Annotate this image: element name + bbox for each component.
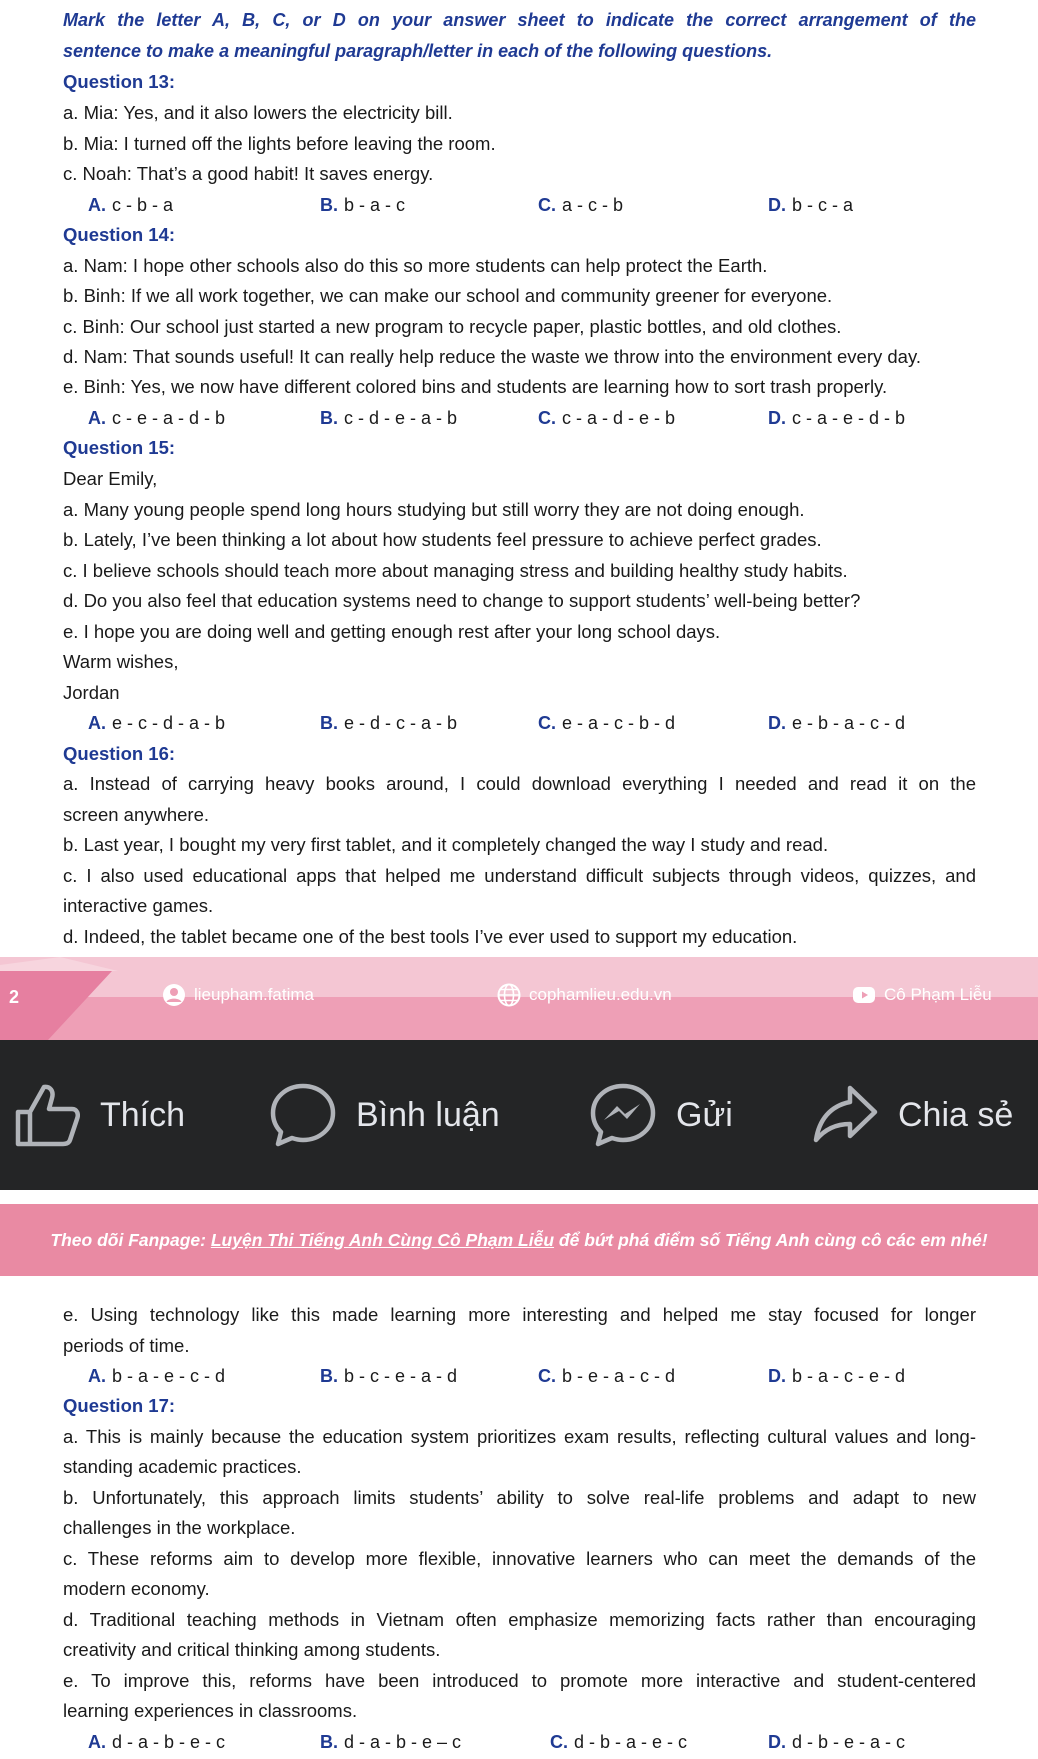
q13-sentence-a: a. Mia: Yes, and it also lowers the electricity bill. [63,102,453,123]
q17-option-a[interactable]: A. d - a - b - e - c [88,1732,226,1752]
q17-sentence-b-line2: challenges in the workplace. [63,1517,296,1538]
q13-sentence-b: b. Mia: I turned off the lights before leaving the room. [63,133,496,154]
q17-option-b[interactable]: B. d - a - b - e – c [320,1732,462,1752]
q14-sentence-e: e. Binh: Yes, we now have different colored bins and students are learning how to sort trash properly. [63,376,888,397]
footer-author: lieupham.fatima [162,983,314,1007]
q17-sentence-d-line2: creativity and critical thinking among students. [63,1639,441,1660]
page-footer-band [0,957,1038,1040]
q15-sentence-b: b. Lately, I’ve been thinking a lot about how students feel pressure to achieve perfect grades. [63,529,822,550]
question-17-heading: Question 17: [63,1395,176,1416]
instruction-line-2: sentence to make a meaningful paragraph/letter in each of the following questions. [63,41,773,61]
q17-sentence-e-line1: e. To improve this, reforms have been introduced to promote more interactive and student-centered [63,1670,976,1691]
q16-sentence-a-line2: screen anywhere. [63,804,210,825]
q17-sentence-e-line2: learning experiences in classrooms. [63,1700,358,1721]
q15-option-a[interactable]: A. e - c - d - a - b [88,713,226,733]
q13-option-c[interactable]: C. a - c - b [538,195,624,215]
q15-sentence-d: d. Do you also feel that education systems need to change to support students’ well-being better? [63,590,861,611]
footer-channel[interactable]: Cô Phạm Liễu [852,983,992,1007]
q13-option-d[interactable]: D. b - c - a [768,195,854,215]
send-button[interactable]: Gửi [590,1082,733,1148]
q16-option-a[interactable]: A. b - a - e - c - d [88,1366,226,1386]
q16-sentence-d: d. Indeed, the tablet became one of the best tools I’ve ever used to support my education. [63,926,798,947]
q17-sentence-a-line2: standing academic practices. [63,1456,302,1477]
q14-sentence-d: d. Nam: That sounds useful! It can really help reduce the waste we throw into the environment every day. [63,346,921,367]
q17-sentence-c-line1: c. These reforms aim to develop more flexible, innovative learners who can meet the demands of the [63,1548,976,1569]
q15-sentence-e: e. I hope you are doing well and getting enough rest after your long school days. [63,621,721,642]
q14-option-b[interactable]: B. c - d - e - a - b [320,408,458,428]
q16-sentence-c-line1: c. I also used educational apps that helped me understand difficult subjects through videos, quizzes, and [63,865,976,886]
q16-sentence-e-line2: periods of time. [63,1335,190,1356]
question-15-heading: Question 15: [63,437,176,458]
q17-sentence-b-line1: b. Unfortunately, this approach limits students’ ability to solve real-life problems and adapt to new [63,1487,976,1508]
q14-sentence-c: c. Binh: Our school just started a new program to recycle paper, plastic bottles, and old clothes. [63,316,842,337]
q15-option-c[interactable]: C. e - a - c - b - d [538,713,676,733]
q16-sentence-b: b. Last year, I bought my very first tablet, and it completely changed the way I study and read. [63,834,829,855]
q16-option-b[interactable]: B. b - c - e - a - d [320,1366,458,1386]
q13-option-a[interactable]: A. c - b - a [88,195,174,215]
fanpage-promo-banner: Theo dõi Fanpage: Luyện Thi Tiếng Anh Cùng Cô Phạm Liễu để bứt phá điểm số Tiếng Anh cùng cô các em nhé! [0,1204,1038,1276]
q16-option-d[interactable]: D. b - a - c - e - d [768,1366,906,1386]
q13-sentence-c: c. Noah: That’s a good habit! It saves energy. [63,163,434,184]
share-button[interactable]: Chia sẻ [812,1082,1013,1148]
q14-sentence-b: b. Binh: If we all work together, we can make our school and community greener for everyone. [63,285,833,306]
footer-website[interactable]: cophamlieu.edu.vn [497,983,672,1007]
q14-sentence-a: a. Nam: I hope other schools also do this so more students can help protect the Earth. [63,255,768,276]
globe-icon [497,983,521,1007]
q16-option-c[interactable]: C. b - e - a - c - d [538,1366,676,1386]
q17-sentence-a-line1: a. This is mainly because the education system prioritizes exam results, reflecting cultural values and long- [63,1426,976,1447]
q15-closing: Warm wishes, [63,651,179,672]
social-action-bar [0,1040,1038,1190]
user-icon [162,983,186,1007]
instruction-line-1: Mark the letter A, B, C, or D on your answer sheet to indicate the correct arrangement of the [63,10,976,30]
q16-sentence-c-line2: interactive games. [63,895,214,916]
q17-sentence-c-line2: modern economy. [63,1578,210,1599]
q15-option-d[interactable]: D. e - b - a - c - d [768,713,906,733]
q15-greeting: Dear Emily, [63,468,158,489]
q15-option-b[interactable]: B. e - d - c - a - b [320,713,458,733]
question-16-heading: Question 16: [63,743,176,764]
q14-option-c[interactable]: C. c - a - d - e - b [538,408,676,428]
question-14-heading: Question 14: [63,224,176,245]
q13-option-b[interactable]: B. b - a - c [320,195,406,215]
page-number: 2 [9,987,20,1007]
q15-sentence-c: c. I believe schools should teach more about managing stress and building healthy study habits. [63,560,848,581]
comment-bubble-icon [270,1082,336,1148]
thumbs-up-icon [14,1082,80,1148]
q15-sentence-a: a. Many young people spend long hours studying but still worry they are not doing enough. [63,499,805,520]
like-button[interactable]: Thích [14,1082,185,1148]
comment-button[interactable]: Bình luận [270,1082,500,1148]
youtube-icon [852,983,876,1007]
messenger-icon [590,1082,656,1148]
q15-signature: Jordan [63,682,120,703]
q16-sentence-a-line1: a. Instead of carrying heavy books around, I could download everything I needed and read it on the [63,773,976,794]
share-arrow-icon [812,1082,878,1148]
q17-option-d[interactable]: D. d - b - e - a - c [768,1732,906,1752]
question-13-heading: Question 13: [63,71,176,92]
q14-option-d[interactable]: D. c - a - e - d - b [768,408,906,428]
q16-sentence-e-line1: e. Using technology like this made learning more interesting and helped me stay focused for longer [63,1304,976,1325]
q17-sentence-d-line1: d. Traditional teaching methods in Vietnam often emphasize memorizing facts rather than encouraging [63,1609,976,1630]
q14-option-a[interactable]: A. c - e - a - d - b [88,408,226,428]
fanpage-link[interactable]: Luyện Thi Tiếng Anh Cùng Cô Phạm Liễu [210,1230,555,1250]
q17-option-c[interactable]: C. d - b - a - e - c [550,1732,688,1752]
